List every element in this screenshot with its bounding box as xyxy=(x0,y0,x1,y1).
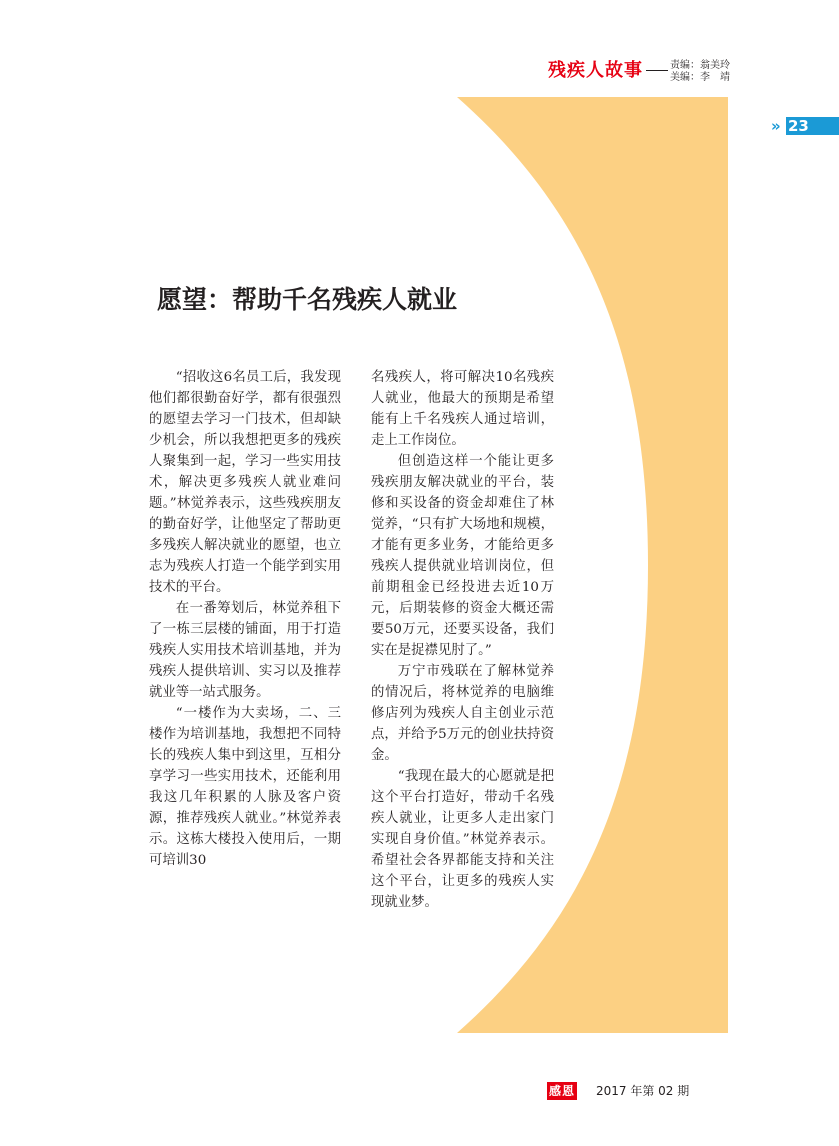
article-title: 愿望：帮助千名残疾人就业 xyxy=(157,285,458,314)
right-column xyxy=(371,367,554,913)
paragraph: “招收这6名员工后，我发现他们都很勤奋好学，都有很强烈的愿望去学习一门技术，但却缺少机会，所以我想把更多的残疾人聚集到一起，学习一些实用技术，解决更多残疾人就业难问题。”林觉养表示，这些残疾朋友的勤奋好学，让他坚定了帮助更多残疾人解决就业的愿望，也立志为残疾人打造一个能学到实用技术的平台。 xyxy=(149,370,341,595)
chevron-right-icon: » xyxy=(771,117,781,135)
paragraph: 万宁市残联在了解林觉养的情况后，将林觉养的电脑维修店列为残疾人自主创业示范点，并给予5万元的创业扶持资金。 xyxy=(371,664,554,763)
header-divider xyxy=(646,70,668,71)
paragraph-continuation: 名残疾人，将可解决10名残疾人就业，他最大的预期是希望能有上千名残疾人通过培训，走上工作岗位。 xyxy=(371,370,554,448)
editor-credit: 责编：翁美玲 xyxy=(670,60,730,71)
left-column xyxy=(149,367,341,871)
issue-number: 2017 年第 02 期 xyxy=(596,1084,690,1098)
magazine-logo: 感恩 xyxy=(548,1084,575,1098)
paragraph: 在一番筹划后，林觉养租下了一栋三层楼的铺面，用于打造残疾人实用技术培训基地，并为残疾人提供培训、实习以及推荐就业等一站式服务。 xyxy=(149,601,341,700)
paragraph: 但创造这样一个能让更多残疾朋友解决就业的平台，装修和买设备的资金却难住了林觉养，“只有扩大场地和规模，才能有更多业务，才能给更多残疾人提供就业培训岗位，但前期租金已经投进去近10万元，后期装修的资金大概还需要50万元，还要买设备，我们实在是捉襟见肘了。” xyxy=(371,454,554,658)
designer-credit: 美编：李 靖 xyxy=(670,72,730,83)
paragraph: “我现在最大的心愿就是把这个平台打造好，带动千名残疾人就业，让更多人走出家门实现自身价值。”林觉养表示。希望社会各界都能支持和关注这个平台，让更多的残疾人实现就业梦。 xyxy=(371,769,554,910)
paragraph: “一楼作为大卖场，二、三楼作为培训基地，我想把不同特长的残疾人集中到这里，互相分享学习一些实用技术，还能利用我这几年积累的人脉及客户资源，推荐残疾人就业。”林觉养表示。这栋大楼投入使用后，一期可培训30 xyxy=(149,706,341,868)
page-number: 23 xyxy=(788,117,809,135)
section-title: 残疾人故事 xyxy=(548,60,643,81)
